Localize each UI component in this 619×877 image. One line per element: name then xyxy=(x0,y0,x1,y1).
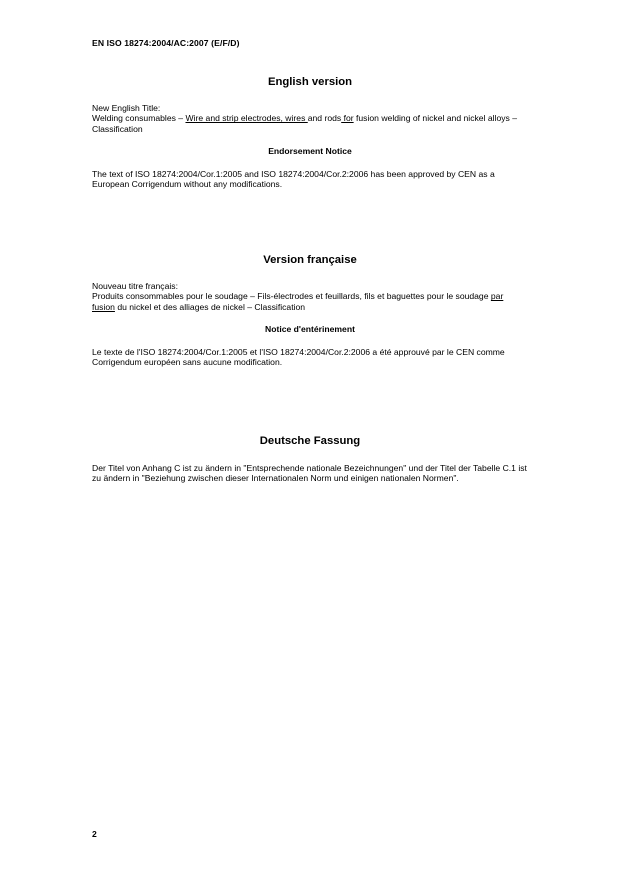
english-version-section xyxy=(92,75,528,190)
notice-enterinement-text: Le texte de l'ISO 18274:2004/Cor.1:2005 et l'ISO 18274:2004/Cor.2:2006 a été approuvé par le CEN comme Corrigendum européen sans aucune modification. xyxy=(92,347,505,368)
english-new-title-block xyxy=(92,103,528,134)
french-title-text xyxy=(92,291,528,312)
english-title-text xyxy=(92,113,528,134)
german-version-heading: Deutsche Fassung xyxy=(259,435,361,447)
french-new-title-block xyxy=(92,281,528,312)
french-version-section xyxy=(92,253,528,368)
english-title-part3: and rods xyxy=(307,113,342,124)
french-version-heading: Version française xyxy=(263,254,357,266)
french-title-part3: du nickel et des alliages de nickel – Classification xyxy=(114,301,306,312)
english-title-underlined: Wire and strip electrodes, wires xyxy=(185,113,308,124)
french-title-underlined: par fusion xyxy=(92,291,504,312)
endorsement-notice-heading: Endorsement Notice xyxy=(268,145,352,156)
notice-enterinement-heading: Notice d'entérinement xyxy=(265,323,355,334)
english-title-underlined-for: for xyxy=(341,113,354,124)
page-number: 2 xyxy=(92,829,97,839)
english-title-part5: fusion welding of nickel and nickel alloys – Classification xyxy=(92,113,517,134)
endorsement-notice-text: The text of ISO 18274:2004/Cor.1:2005 and ISO 18274:2004/Cor.2:2006 has been approved by CEN as a European Corrigendum without any modifications. xyxy=(92,169,495,190)
english-title-label: New English Title: xyxy=(92,103,161,113)
english-version-heading: English version xyxy=(267,76,353,88)
english-title-part1: Welding consumables – xyxy=(92,113,186,124)
german-version-text: Der Titel von Anhang C ist zu ändern in "Entsprechende nationale Bezeichnungen" und der Titel der Tabelle C.1 ist zu ändern in "Beziehung zwischen dieser Internationalen Norm und einigen nationalen Normen". xyxy=(92,463,527,484)
german-version-section xyxy=(92,434,528,484)
french-title-label: Nouveau titre français: xyxy=(92,281,178,291)
french-title-part1: Produits consommables pour le soudage – Fils-électrodes et feuillards, fils et baguettes pour le soudage xyxy=(92,291,491,302)
document-header: EN ISO 18274:2004/AC:2007 (E/F/D) xyxy=(92,38,240,48)
